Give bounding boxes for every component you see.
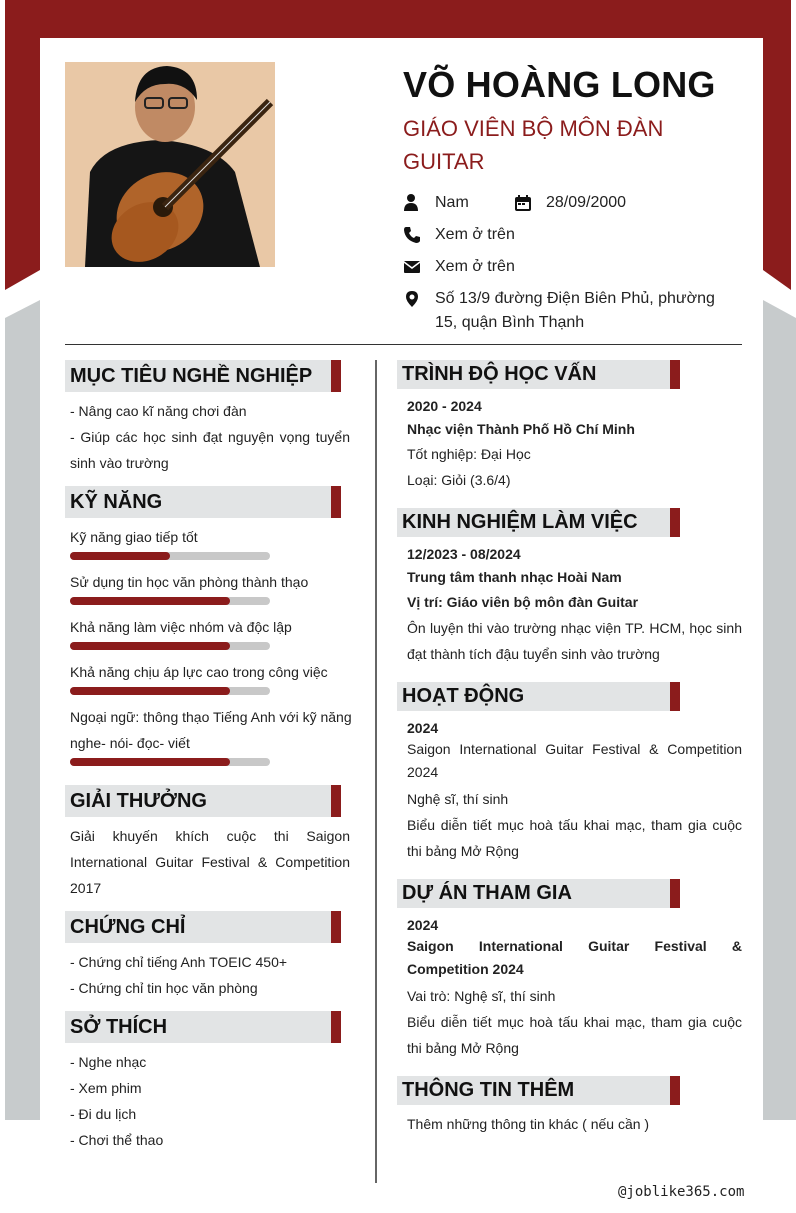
gender-value: Nam (435, 194, 469, 211)
section-header-projects (397, 879, 680, 908)
education-school: Nhạc viện Thành Phố Hồ Chí Minh (407, 421, 635, 437)
skill-label: Kỹ năng giao tiếp tốt (70, 529, 198, 545)
section-header-awards (65, 785, 341, 817)
skill-level-fill (70, 552, 170, 560)
skill-level-fill (70, 687, 230, 695)
experience-company: Trung tâm thanh nhạc Hoài Nam (407, 569, 622, 585)
skill-label: Sử dụng tin học văn phòng thành thạo (70, 574, 309, 590)
birthday-value: 28/09/2000 (546, 194, 627, 211)
section-title: MỤC TIÊU NGHỀ NGHIỆP (70, 365, 313, 387)
extra-info-text: Thêm những thông tin khác ( nếu cần ) (407, 1116, 650, 1132)
phone-value: Xem ở trên (435, 226, 515, 243)
skill-bar (70, 552, 270, 560)
hobby-item: - Chơi thể thao (70, 1132, 164, 1148)
job-title: GIÁO VIÊN BỘ MÔN ĐÀN GUITAR (403, 116, 664, 174)
objective-item: - Nâng cao kĩ năng chơi đàn (70, 403, 247, 419)
section-header-extra-info (397, 1076, 680, 1105)
section-title: TRÌNH ĐỘ HỌC VẤN (402, 363, 597, 385)
section-title: HOẠT ĐỘNG (402, 685, 525, 707)
header-divider (65, 344, 742, 345)
education-degree: Tốt nghiệp: Đại Học (407, 446, 531, 462)
profile-photo (65, 62, 275, 267)
skill-label: Khả năng làm việc nhóm và độc lập (70, 619, 292, 635)
section-title: KINH NGHIỆM LÀM VIỆC (402, 511, 638, 533)
project-name: Saigon International Guitar Festival & Competition 2024 (407, 938, 742, 977)
skill-bar (70, 642, 270, 650)
phone-icon (403, 226, 421, 244)
calendar-icon (514, 194, 532, 212)
skill-level-fill (70, 642, 230, 650)
certificate-item: - Chứng chỉ tiếng Anh TOEIC 450+ (70, 954, 288, 970)
footer-watermark: @joblike365.com (618, 1184, 745, 1200)
section-header-certificates (65, 911, 341, 943)
hobby-item: - Xem phim (70, 1080, 142, 1096)
person-icon (402, 193, 420, 211)
award-text: Giải khuyến khích cuộc thi Saigon International Guitar Festival & Competition 2017 (70, 828, 350, 896)
email-icon (403, 258, 421, 276)
education-period: 2020 - 2024 (407, 398, 482, 414)
skill-bar (70, 687, 270, 695)
project-role: Vai trò: Nghệ sĩ, thí sinh (407, 988, 556, 1004)
certificate-item: - Chứng chỉ tin học văn phòng (70, 980, 258, 996)
objective-item: - Giúp các học sinh đạt nguyện vọng tuyển sinh vào trường (70, 429, 350, 471)
section-header-objective (65, 360, 341, 392)
section-header-hobbies (65, 1011, 341, 1043)
project-description: Biểu diễn tiết mục hoà tấu khai mạc, tham gia cuộc thi bảng Mở Rộng (407, 1014, 742, 1056)
activity-event: Saigon International Guitar Festival & Competition 2024 (407, 741, 742, 780)
experience-period: 12/2023 - 08/2024 (407, 546, 521, 562)
hobby-item: - Nghe nhạc (70, 1054, 147, 1070)
section-header-skills (65, 486, 341, 518)
section-title: SỞ THÍCH (70, 1016, 168, 1038)
experience-description: Ôn luyện thi vào trường nhạc viện TP. HCM, học sinh đạt thành tích đậu tuyển sinh vào trường (407, 620, 742, 662)
activity-year: 2024 (407, 720, 439, 736)
location-pin-icon (403, 290, 421, 308)
section-header-experience (397, 508, 680, 537)
activity-description: Biểu diễn tiết mục hoà tấu khai mạc, tham gia cuộc thi bảng Mở Rộng (407, 817, 742, 859)
section-title: CHỨNG CHỈ (70, 916, 186, 938)
section-title: THÔNG TIN THÊM (402, 1079, 575, 1101)
skill-label: Khả năng chịu áp lực cao trong công việc (70, 664, 328, 680)
section-title: DỰ ÁN THAM GIA (402, 882, 572, 904)
section-header-education (397, 360, 680, 389)
education-grade: Loại: Giỏi (3.6/4) (407, 472, 511, 488)
section-title: GIẢI THƯỞNG (70, 790, 207, 812)
skill-label: Ngoại ngữ: thông thạo Tiếng Anh với kỹ năng nghe- nói- đọc- viết (70, 709, 352, 751)
activity-role: Nghệ sĩ, thí sinh (407, 791, 509, 807)
experience-position: Vị trí: Giáo viên bộ môn đàn Guitar (407, 594, 639, 610)
project-year: 2024 (407, 917, 439, 933)
section-title: KỸ NĂNG (70, 491, 163, 513)
skill-level-fill (70, 597, 230, 605)
column-divider (375, 360, 377, 1183)
section-header-activities (397, 682, 680, 711)
skill-bar (70, 758, 270, 766)
address-value: Số 13/9 đường Điện Biên Phủ, phường 15, quận Bình Thạnh (435, 290, 715, 331)
candidate-name: VÕ HOÀNG LONG (403, 64, 716, 105)
email-value: Xem ở trên (435, 258, 515, 275)
skill-bar (70, 597, 270, 605)
skill-level-fill (70, 758, 230, 766)
hobby-item: - Đi du lịch (70, 1106, 137, 1122)
